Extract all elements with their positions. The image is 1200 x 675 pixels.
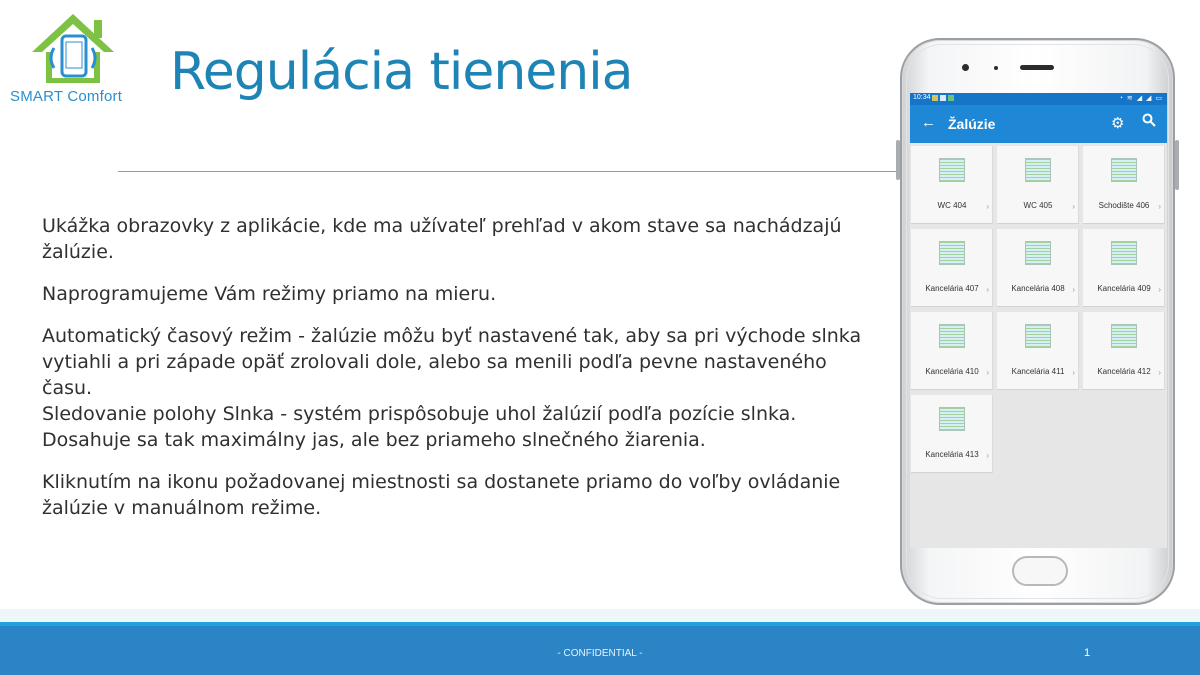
earpiece-speaker — [1020, 65, 1054, 70]
room-tile[interactable] — [1083, 146, 1165, 224]
confidential-label: - CONFIDENTIAL - — [557, 648, 643, 659]
body-text — [42, 213, 882, 537]
footer-highlight — [0, 609, 1200, 622]
room-tile[interactable] — [997, 312, 1079, 390]
room-tile[interactable] — [911, 229, 993, 307]
room-tile[interactable] — [911, 395, 993, 473]
room-label: Schodište 406 — [1098, 201, 1150, 210]
chevron-right-icon: › — [986, 451, 989, 460]
blinds-icon — [1025, 324, 1051, 348]
chevron-right-icon: › — [1072, 202, 1075, 211]
paragraph-custom-modes: Naprogramujeme Vám režimy priamo na mieru. — [42, 283, 497, 305]
room-label: Kancelária 411 — [1011, 367, 1065, 376]
phone-screen — [910, 93, 1167, 548]
search-icon[interactable] — [1142, 113, 1156, 132]
room-tile[interactable] — [1083, 312, 1165, 390]
paragraph-overview: Ukážka obrazovky z aplikácie, kde ma užívateľ prehľad v akom stave sa nachádzajú žalúzie. — [42, 215, 842, 263]
blinds-icon — [1111, 241, 1137, 265]
blinds-icon — [1025, 241, 1051, 265]
blinds-icon — [1111, 324, 1137, 348]
chevron-right-icon: › — [1158, 368, 1161, 377]
blinds-icon — [1025, 158, 1051, 182]
room-label: WC 404 — [937, 201, 967, 210]
logo-text: SMART Comfort — [10, 88, 123, 105]
room-tile[interactable] — [997, 146, 1079, 224]
page-number: 1 — [1084, 647, 1091, 659]
paragraph-sun-tracking: Sledovanie polohy Slnka - systém prispôsobuje uhol žalúzií podľa pozície slnka. Dosahuje sa tak maximálny jas, ale bez priameho slnečného žiarenia. — [42, 403, 797, 451]
room-label: Kancelária 409 — [1097, 284, 1151, 293]
status-time: 10:34 — [913, 94, 931, 101]
notification-icon — [932, 95, 938, 101]
back-arrow-icon[interactable]: ← — [921, 114, 936, 131]
room-label: Kancelária 408 — [1011, 284, 1065, 293]
volume-button — [896, 140, 900, 180]
signal-battery-icon: ◔ ≋ ◢ ◢ ▭ — [1118, 95, 1163, 102]
room-tile[interactable] — [1083, 229, 1165, 307]
room-tile[interactable] — [911, 146, 993, 224]
chevron-right-icon: › — [1072, 285, 1075, 294]
blinds-icon — [1111, 158, 1137, 182]
room-label: Kancelária 410 — [925, 367, 979, 376]
blinds-icon — [939, 324, 965, 348]
chevron-right-icon: › — [986, 368, 989, 377]
chevron-right-icon: › — [1072, 368, 1075, 377]
notification-icons — [932, 95, 954, 101]
chevron-right-icon: › — [1158, 285, 1161, 294]
room-tile[interactable] — [911, 312, 993, 390]
room-label: Kancelária 412 — [1097, 367, 1151, 376]
smart-comfort-logo — [10, 12, 150, 107]
room-label: WC 405 — [1023, 201, 1053, 210]
chevron-right-icon: › — [1158, 202, 1161, 211]
footer-accent-line — [0, 622, 1200, 626]
room-label: Kancelária 407 — [925, 284, 979, 293]
front-camera-icon — [962, 64, 969, 71]
chevron-right-icon: › — [986, 285, 989, 294]
notification-icon — [948, 95, 954, 101]
status-bar — [910, 93, 1167, 105]
app-bar-title: Žalúzie — [948, 116, 996, 132]
home-button[interactable] — [1012, 556, 1068, 586]
sensor-icon — [994, 66, 998, 70]
power-button — [1175, 140, 1179, 190]
chevron-right-icon: › — [986, 202, 989, 211]
room-label: Kancelária 413 — [925, 450, 979, 459]
page-title: Regulácia tienenia — [170, 42, 633, 102]
notification-icon — [940, 95, 946, 101]
paragraph-manual-control: Kliknutím na ikonu požadovanej miestnosti sa dostanete priamo do voľby ovládanie žalúzie v manuálnom režime. — [42, 471, 841, 519]
paragraph-time-mode: Automatický časový režim - žalúzie môžu byť nastavené tak, aby sa pri východe slnka vytiahli a pri západe opäť zrolovali dole, alebo sa menili podľa pevne nastaveného času. — [42, 325, 862, 399]
blinds-icon — [939, 158, 965, 182]
room-tile[interactable] — [997, 229, 1079, 307]
app-bar — [910, 105, 1167, 143]
title-divider — [118, 171, 908, 172]
blinds-icon — [939, 241, 965, 265]
gear-icon[interactable]: ⚙ — [1111, 115, 1125, 132]
blinds-icon — [939, 407, 965, 431]
house-phone-icon — [28, 12, 118, 86]
